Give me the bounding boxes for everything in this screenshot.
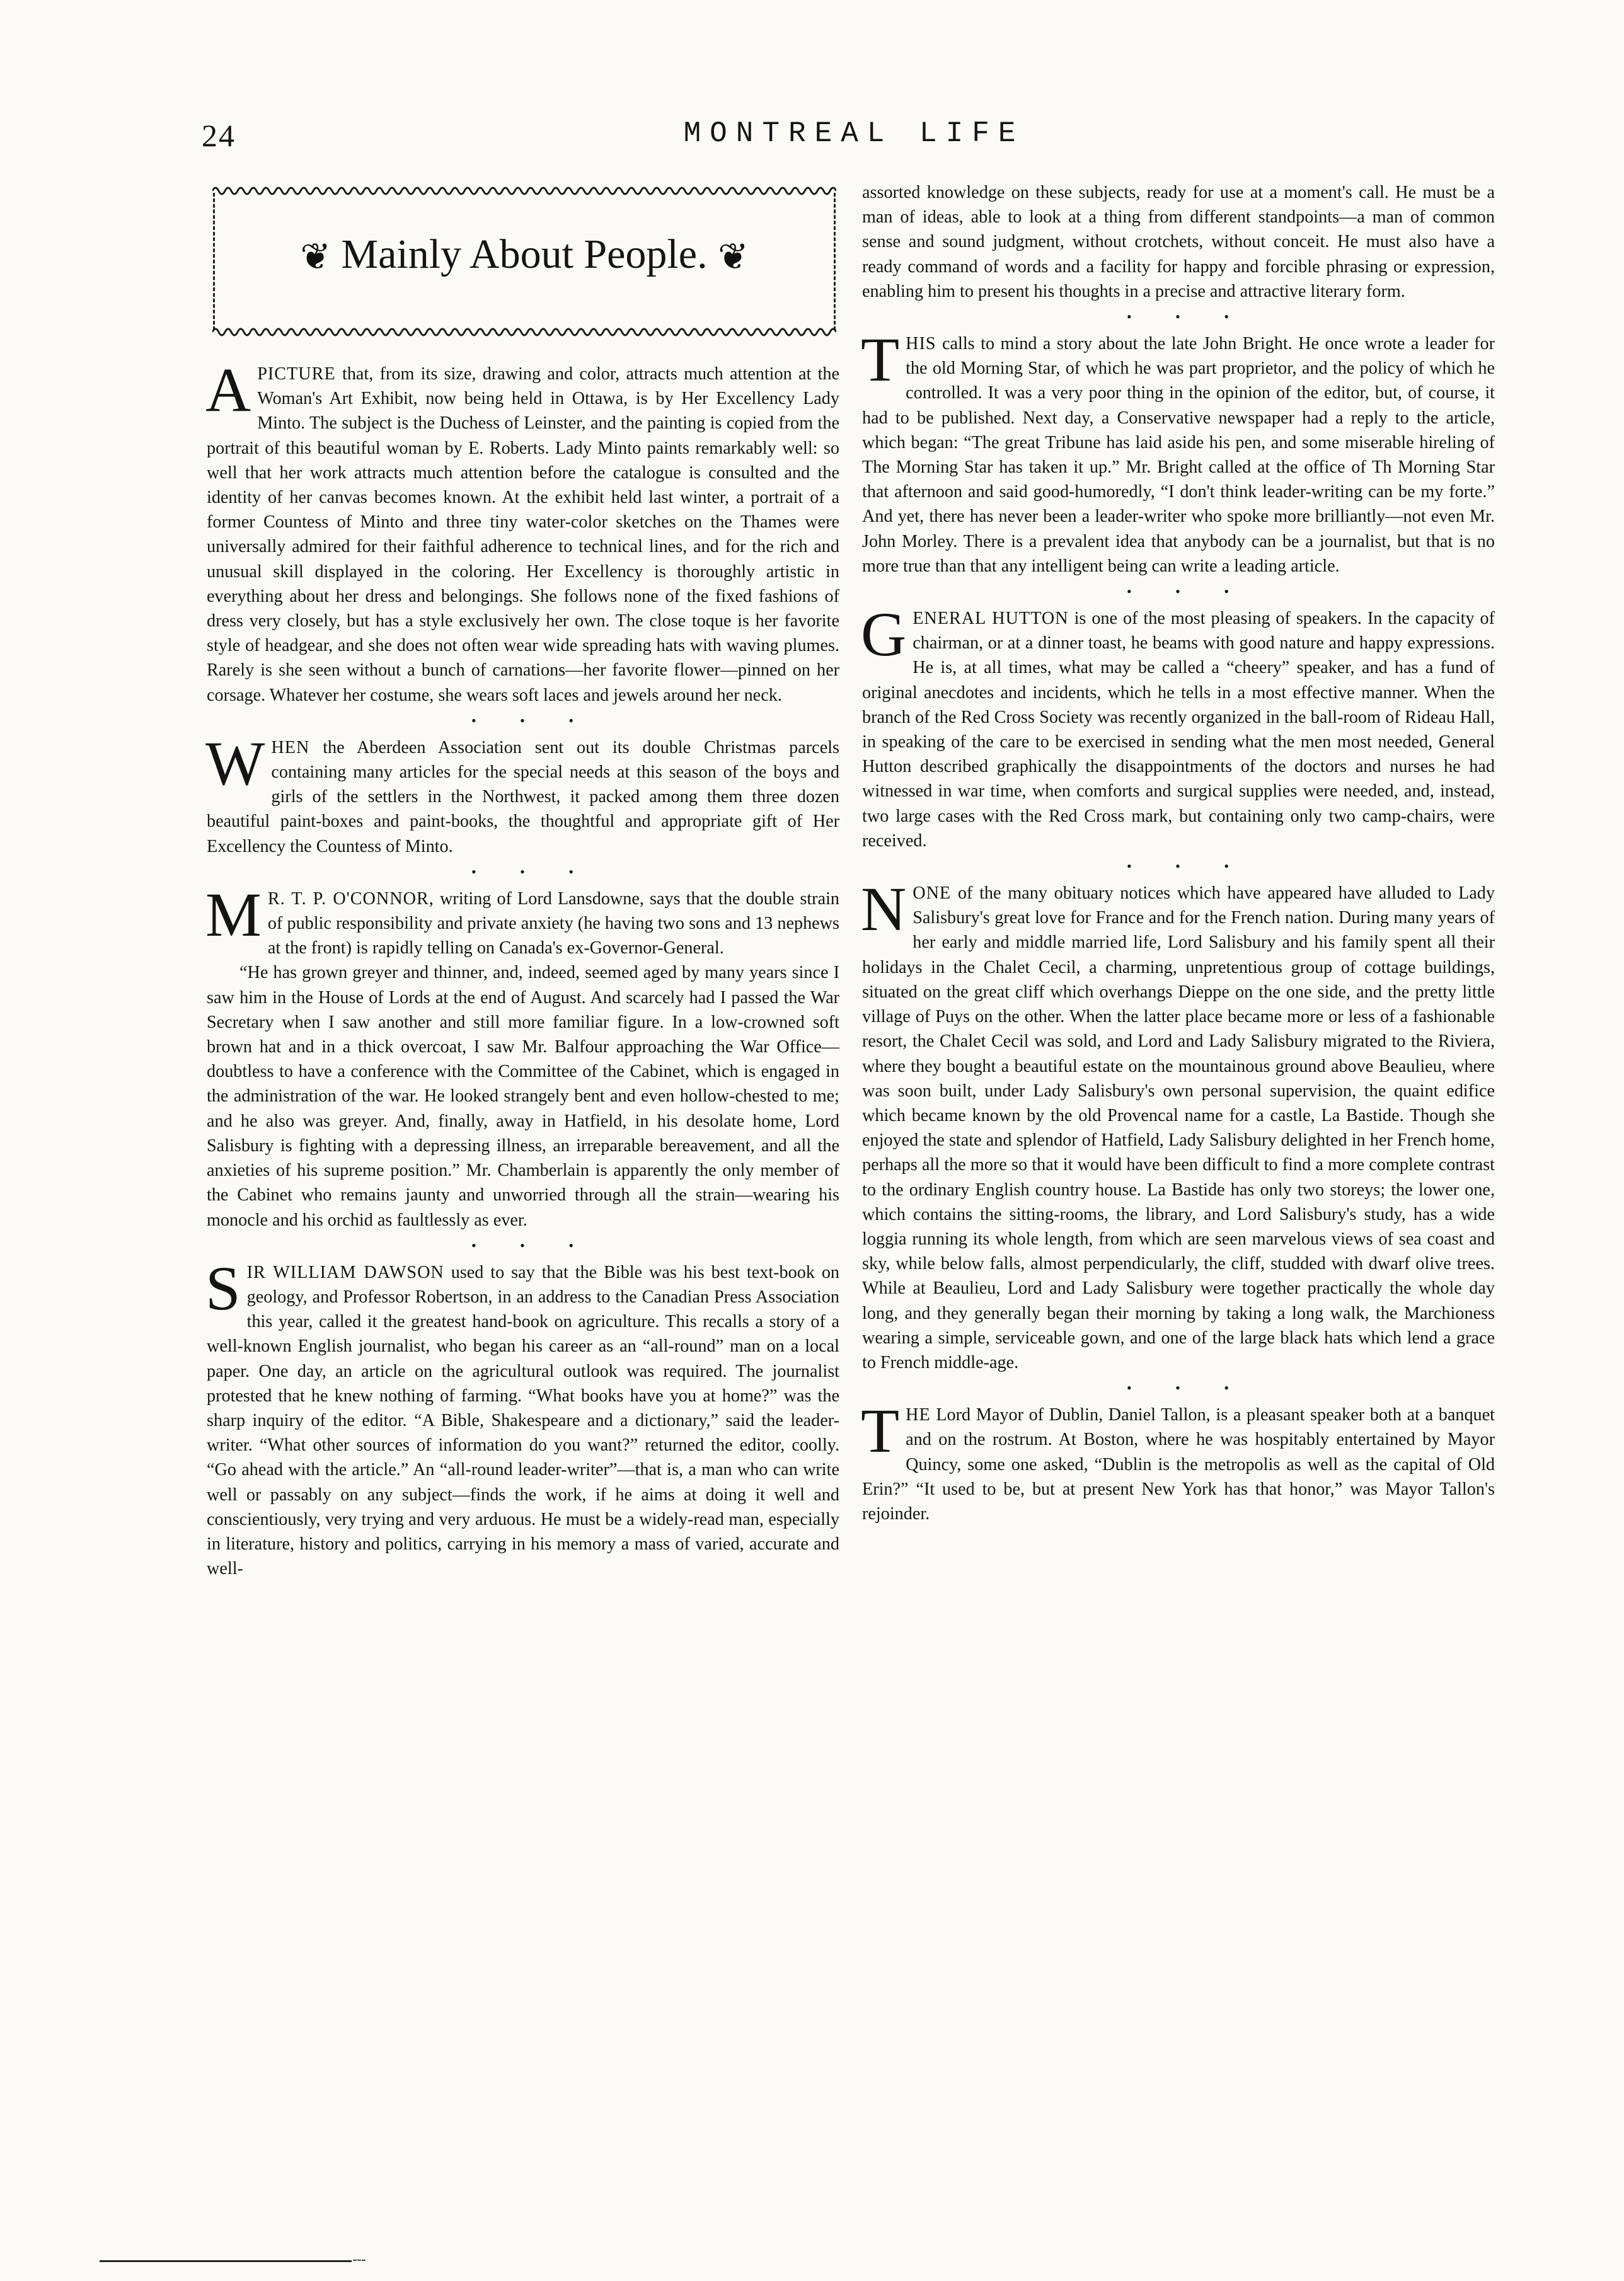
section-separator: • • • (1126, 583, 1250, 600)
lead-words: PICTURE (257, 364, 336, 384)
drop-cap: M (205, 879, 262, 950)
article-paragraph (207, 960, 839, 1232)
article (861, 1396, 1495, 1526)
running-title: MONTREAL LIFE (683, 117, 1025, 150)
paragraph-text: calls to mind a story about the late John Bright. He once wrote a leader for the old Morning Star, of which he was part proprietor, and the policy of which he controlled. It was a very poor thing in the opinion of the editor, but, of course, it had to be published. Next day, a Conservative newspaper had a reply to the article, which began: “The great Tribune has laid aside his pen, and some miserable hireling of The Morning Star has taken it up.” Mr. Bright called at the office of Th Morning Star that afternoon and said good-humoredly, “I don't think leader-writing can be my forte.” And yet, there has never been a leader-writer who spoke more brilliantly—not even Mr. John Morley. There is a prevalent idea that anybody can be a journalist, but that is no more true than that any intelligent being can write a leading article. (862, 334, 1495, 576)
article (861, 874, 1495, 1375)
drop-cap: A (205, 355, 251, 425)
article-paragraph (205, 879, 840, 961)
lead-words: ENERAL HUTTON (913, 609, 1069, 629)
article (205, 879, 840, 1232)
drop-cap: T (861, 1396, 900, 1466)
paragraph-text: “He has grown greyer and thinner, and, indeed, seemed aged by many years since I saw him in the House of Lords at the end of August. And scarcely had I passed the War Secretary when I saw another and still more familiar figure. In a low-crowned soft brown hat and in a thick overcoat, I saw Mr. Balfour approaching the War Office—doubtless to have a conference with the Committee of the Cabinet, which is engaged in the administration of the war. He looked strangely bent and even hollow-chested to me; and he also was greyer. And, finally, away in Hatfield, in his desolate home, Lord Salisbury is fighting with a depressing illness, an irreparable bereavement, and all the anxieties of his supreme position.” Mr. Chamberlain is apparently the only member of the Cabinet who remains jaunty and unworried through all the strain—wearing his monocle and his orchid as faultlessly as ever. (207, 963, 839, 1230)
right-articles (862, 180, 1495, 1526)
fleuron-left-icon: ❦ (300, 236, 331, 277)
article-paragraph (861, 1396, 1495, 1526)
drop-cap: N (861, 874, 907, 945)
lead-words: HIS (906, 334, 936, 354)
wavy-border-bottom (212, 325, 836, 339)
bottom-rule (100, 2260, 352, 2262)
article-paragraph (861, 599, 1495, 853)
paragraph-text: used to say that the Bible was his best text-book on geology, and Professor Robertson, in an address to the Canadian Press Association this year, called it the greatest hand-book on agriculture. This recalls a story of a well-known English journalist, who began his career as an “all-round” man on a local paper. One day, an article on the agricultural outlook was required. The journalist protested that he knew nothing of farming. “What books have you at home?” was the sharp inquiry of the editor. “A Bible, Shakespeare and a dictionary,” said the leader-writer. “What other sources of information do you want?” returned the editor, coolly. “Go ahead with the article.” An “all-round leader-writer”—that is, a man who can write well or passably on any subject—finds the work, if he aims at doing it well and conscientiously, very trying and very arduous. He must be a widely-read man, especially in literature, history and politics, carrying in his memory a mass of varied, accurate and well- (207, 1262, 840, 1579)
lead-words: R. T. P. O'CONNOR, (267, 888, 434, 909)
article (205, 728, 840, 859)
paragraph-text: writing of Lord Lansdowne, says that the double strain of public responsibility and private anxiety (he having two sons and 13 nephews at the front) is rapidly telling on Canada's ex-Governor-General. (267, 888, 840, 958)
section-separator: • • • (1126, 1380, 1250, 1396)
paragraph-text: Lord Mayor of Dublin, Daniel Tallon, is a pleasant speaker both at a banquet and on the rostrum. At Boston, where he was hospitably entertained by Mayor Quincy, some one asked, “Dublin is the metropolis as well as the capital of Old Erin?” “It used to be, but at present New York has that honor,” was Mayor Tallon's rejoinder. (862, 1405, 1495, 1524)
section-title (215, 231, 834, 277)
page-header (202, 117, 1506, 161)
left-articles (205, 355, 840, 1581)
article-paragraph (205, 1253, 840, 1582)
article-paragraph (861, 874, 1495, 1375)
section-separator: • • • (471, 863, 594, 880)
section-separator: • • • (1126, 858, 1250, 875)
drop-cap: S (205, 1253, 241, 1323)
article-paragraph (205, 355, 840, 708)
article (205, 355, 840, 708)
article-paragraph (862, 180, 1495, 304)
section-title-box (213, 193, 836, 330)
article (861, 325, 1495, 578)
drop-cap: G (861, 599, 907, 670)
section-separator: • • • (471, 1237, 594, 1253)
article-paragraph (205, 728, 840, 859)
drop-cap: T (861, 325, 900, 395)
section-separator: • • • (471, 712, 594, 728)
right-column (862, 180, 1495, 1526)
paragraph-text: is one of the most pleasing of speakers. In the capacity of chairman, or at a dinner toast, he beams with good nature and happy expressions. He is, at all times, what may be called a “cheery” speaker, and has a fund of original anecdotes and incidents, which he tells in a most effective manner. When the branch of the Red Cross Society was recently organized in the ball-room of Rideau Hall, in speaking of the care to be exercised in sending what the men most needed, General Hutton described graphically the disappointments of the doctors and nurses he had witnessed in war time, when comforts and surgical supplies were needed, and, instead, two large cases with the Red Cross mark, but containing only two camp-chairs, were received. (862, 609, 1495, 851)
article (205, 1253, 840, 1582)
lead-words: HEN (271, 737, 310, 757)
fleuron-right-icon: ❦ (718, 236, 749, 277)
paragraph-text: that, from its size, drawing and color, attracts much attention at the Woman's Art Exhibit, now being held in Ottawa, is by Her Excellency Lady Minto. The subject is the Duchess of Leinster, and the painting is copied from the portrait of this beautiful woman by E. Roberts. Lady Minto paints remarkably well: so well that her work attracts much attention before the catalogue is consulted and the identity of her canvas becomes known. At the exhibit held last winter, a portrait of a former Countess of Minto and three tiny water-color sketches on the Thames were universally admired for their faithful adherence to technical lines, and for the rich and unusual skill displayed in the coloring. Her Excellency is thoroughly artistic in everything about her dress and belongings. She follows none of the fixed fashions of dress very closely, but has a style exclusively her own. The close toque is her favorite style of headgear, and she does not often wear wide spreading hats with waving plumes. Rarely is she seen without a bunch of carnations—her favorite flower—pinned on her corsage. Whatever her costume, she wears soft laces and jewels around her neck. (207, 364, 840, 705)
lead-words: IR WILLIAM DAWSON (246, 1262, 444, 1282)
section-separator: • • • (1126, 309, 1250, 325)
left-column (207, 183, 839, 1581)
lead-words: HE (906, 1405, 931, 1425)
section-title-text: Mainly About People. (341, 231, 708, 277)
paragraph-text: the Aberdeen Association sent out its double Christmas parcels containing many articles for the special needs at this season of the boys and girls of the settlers in the Northwest, it packed among them three dozen beautiful paint-boxes and paint-books, the thoughtful and appropriate gift of Her Excellency the Countess of Minto. (207, 737, 840, 856)
bottom-rule-dash (353, 2260, 366, 2261)
lead-words: ONE (913, 883, 952, 904)
article-paragraph (861, 325, 1495, 578)
paragraph-text: of the many obituary notices which have appeared have alluded to Lady Salisbury's great love for France and for the French nation. During many years of her early and middle married life, Lord Salisbury and his family spent all their holidays in the Chalet Cecil, a charming, unpretentious group of cottage buildings, situated on the great cliff which overhangs Dieppe on the one side, and the pretty little village of Puys on the other. When the latter place became more or less of a fashionable resort, the Chalet Cecil was sold, and Lord and Lady Salisbury migrated to the Riviera, where they bought a beautiful estate on the mountainous ground above Beaulieu, where was soon built, under Lady Salisbury's own personal supervision, the quaint edifice which became known by the old Provencal name for a castle, La Bastide. Though she enjoyed the state and splendor of Hatfield, Lady Salisbury delighted in her French home, perhaps all the more so that it would have been difficult to find a more complete contrast to the ordinary English country house. La Bastide has only two storeys; the lower one, which contains the sitting-rooms, the library, and Lord Salisbury's study, has a wide loggia running its whole length, from which are seen marvelous views of sea coast and sky, while below falls, almost perpendicularly, the cliff, studded with dwarf olive trees. While at Beaulieu, Lord and Lady Salisbury were together practically the whole day long, and they generally began their morning by taking a long walk, the Marchioness wearing a simple, serviceable gown, and one of the large black hats which lend a grace to French middle-age. (862, 883, 1495, 1372)
article (862, 180, 1495, 304)
paragraph-text: assorted knowledge on these subjects, ready for use at a moment's call. He must be a man of ideas, able to look at a thing from different standpoints—a man of common sense and sound judgment, without crotchets, without conceit. He must also have a ready command of words and a facility for happy and forcible phrasing or expression, enabling him to present his thoughts in a precise and attractive literary form. (862, 183, 1495, 301)
drop-cap: W (205, 728, 265, 798)
page-number: 24 (202, 118, 236, 153)
wavy-border-top (212, 184, 836, 198)
article (861, 599, 1495, 853)
